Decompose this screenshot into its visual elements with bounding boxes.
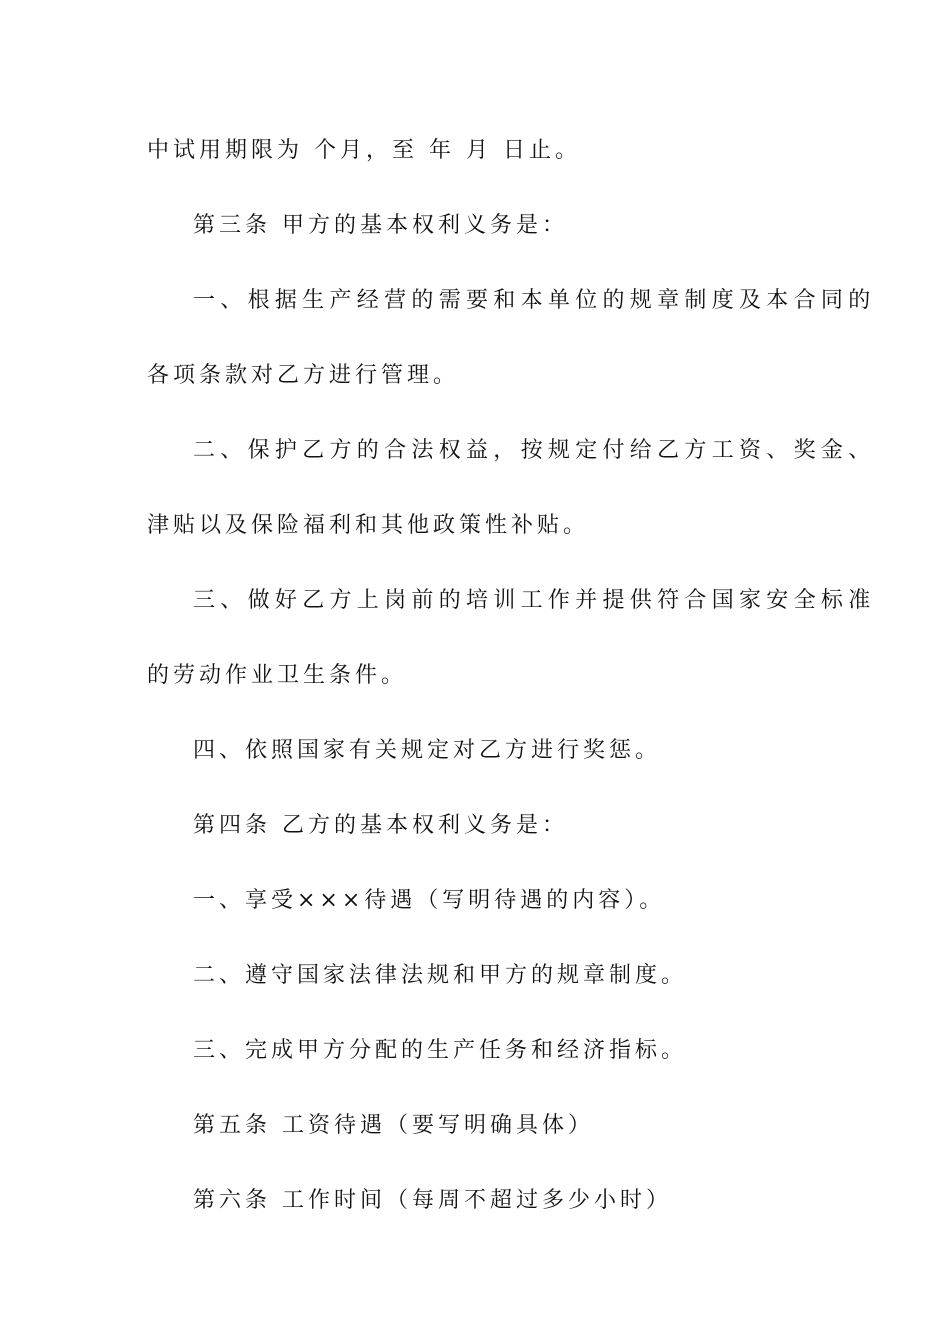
text-line: 津贴以及保险福利和其他政策性补贴。	[147, 513, 590, 538]
text-line: 各项条款对乙方进行管理。	[147, 363, 460, 388]
text-line: 一、根据生产经营的需要和本单位的规章制度及本合同的	[193, 288, 876, 313]
article-heading: 第六条 工作时间（每周不超过多少小时）	[193, 1188, 672, 1213]
text-line: 二、保护乙方的合法权益，按规定付给乙方工资、奖金、	[193, 438, 876, 463]
text-line: 的劳动作业卫生条件。	[147, 663, 408, 688]
text-line: 一、享受×××待遇（写明待遇的内容）。	[193, 888, 666, 913]
text-line: 中试用期限为 个月，至 年 月 日止。	[147, 138, 581, 163]
text-line: 三、做好乙方上岗前的培训工作并提供符合国家安全标准	[193, 588, 876, 613]
article-heading: 第五条 工资待遇（要写明确具体）	[193, 1113, 594, 1138]
text-line: 二、遵守国家法律法规和甲方的规章制度。	[193, 963, 688, 988]
text-line: 三、完成甲方分配的生产任务和经济指标。	[193, 1038, 688, 1063]
article-heading: 第三条 甲方的基本权利义务是：	[193, 213, 568, 238]
article-heading: 第四条 乙方的基本权利义务是：	[193, 813, 568, 838]
text-line: 四、依照国家有关规定对乙方进行奖惩。	[193, 738, 662, 763]
